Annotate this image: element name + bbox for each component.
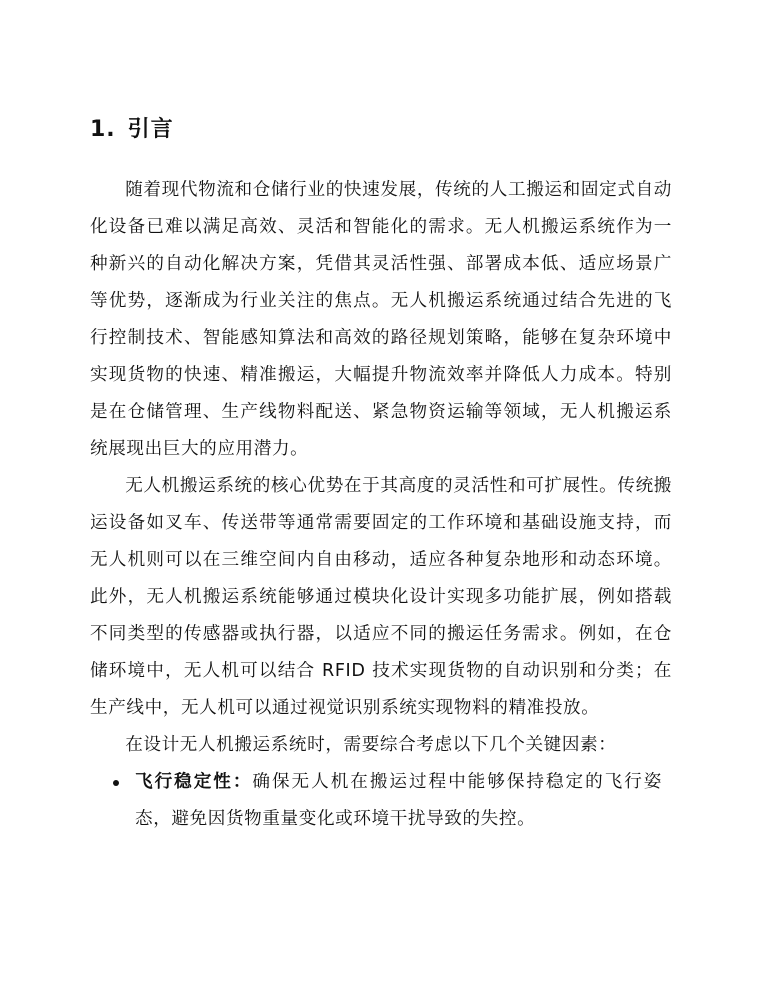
paragraph-advantages: 无人机搬运系统的核心优势在于其高度的灵活性和可扩展性。传统搬运设备如叉车、传送带等通常需要固定的工作环境和基础设施支持，而无人机则可以在三维空间内自由移动，适应各种复杂地形和动态环境。此外，无人机搬运系统能够通过模块化设计实现多功能扩展，例如搭载不同类型的传感器或执行器，以适应不同的搬运任务需求。例如，在仓储环境中，无人机可以结合 RFID 技术实现货物的自动识别和分类；在生产线中，无人机可以通过视觉识别系统实现物料的精准投放。 <box>90 476 672 718</box>
paragraph-intro: 随着现代物流和仓储行业的快速发展，传统的人工搬运和固定式自动化设备已难以满足高效、灵活和智能化的需求。无人机搬运系统作为一种新兴的自动化解决方案，凭借其灵活性强、部署成本低、适应场景广等优势，逐渐成为行业关注的焦点。无人机搬运系统通过结合先进的飞行控制技术、智能感知算法和高效的路径规划策略，能够在复杂环境中实现货物的快速、精准搬运，大幅提升物流效率并降低人力成本。特别是在仓储管理、生产线物料配送、紧急物资运输等领域，无人机搬运系统展现出巨大的应用潜力。 <box>90 180 672 459</box>
list-item-term: 飞行稳定性： <box>135 772 253 792</box>
paragraph-factors-lead: 在设计无人机搬运系统时，需要综合考虑以下几个关键因素： <box>125 735 617 755</box>
section-title: 引言 <box>127 117 174 142</box>
section-heading <box>90 112 174 143</box>
list-item-text: 确保无人机在搬运过程中能够保持稳定的飞行姿态，避免因货物重量变化或环境干扰导致的失控。 <box>135 772 662 829</box>
section-body <box>90 172 672 838</box>
section-number: 1. <box>90 117 116 142</box>
list-item <box>135 764 672 838</box>
key-factors-list <box>90 764 672 838</box>
